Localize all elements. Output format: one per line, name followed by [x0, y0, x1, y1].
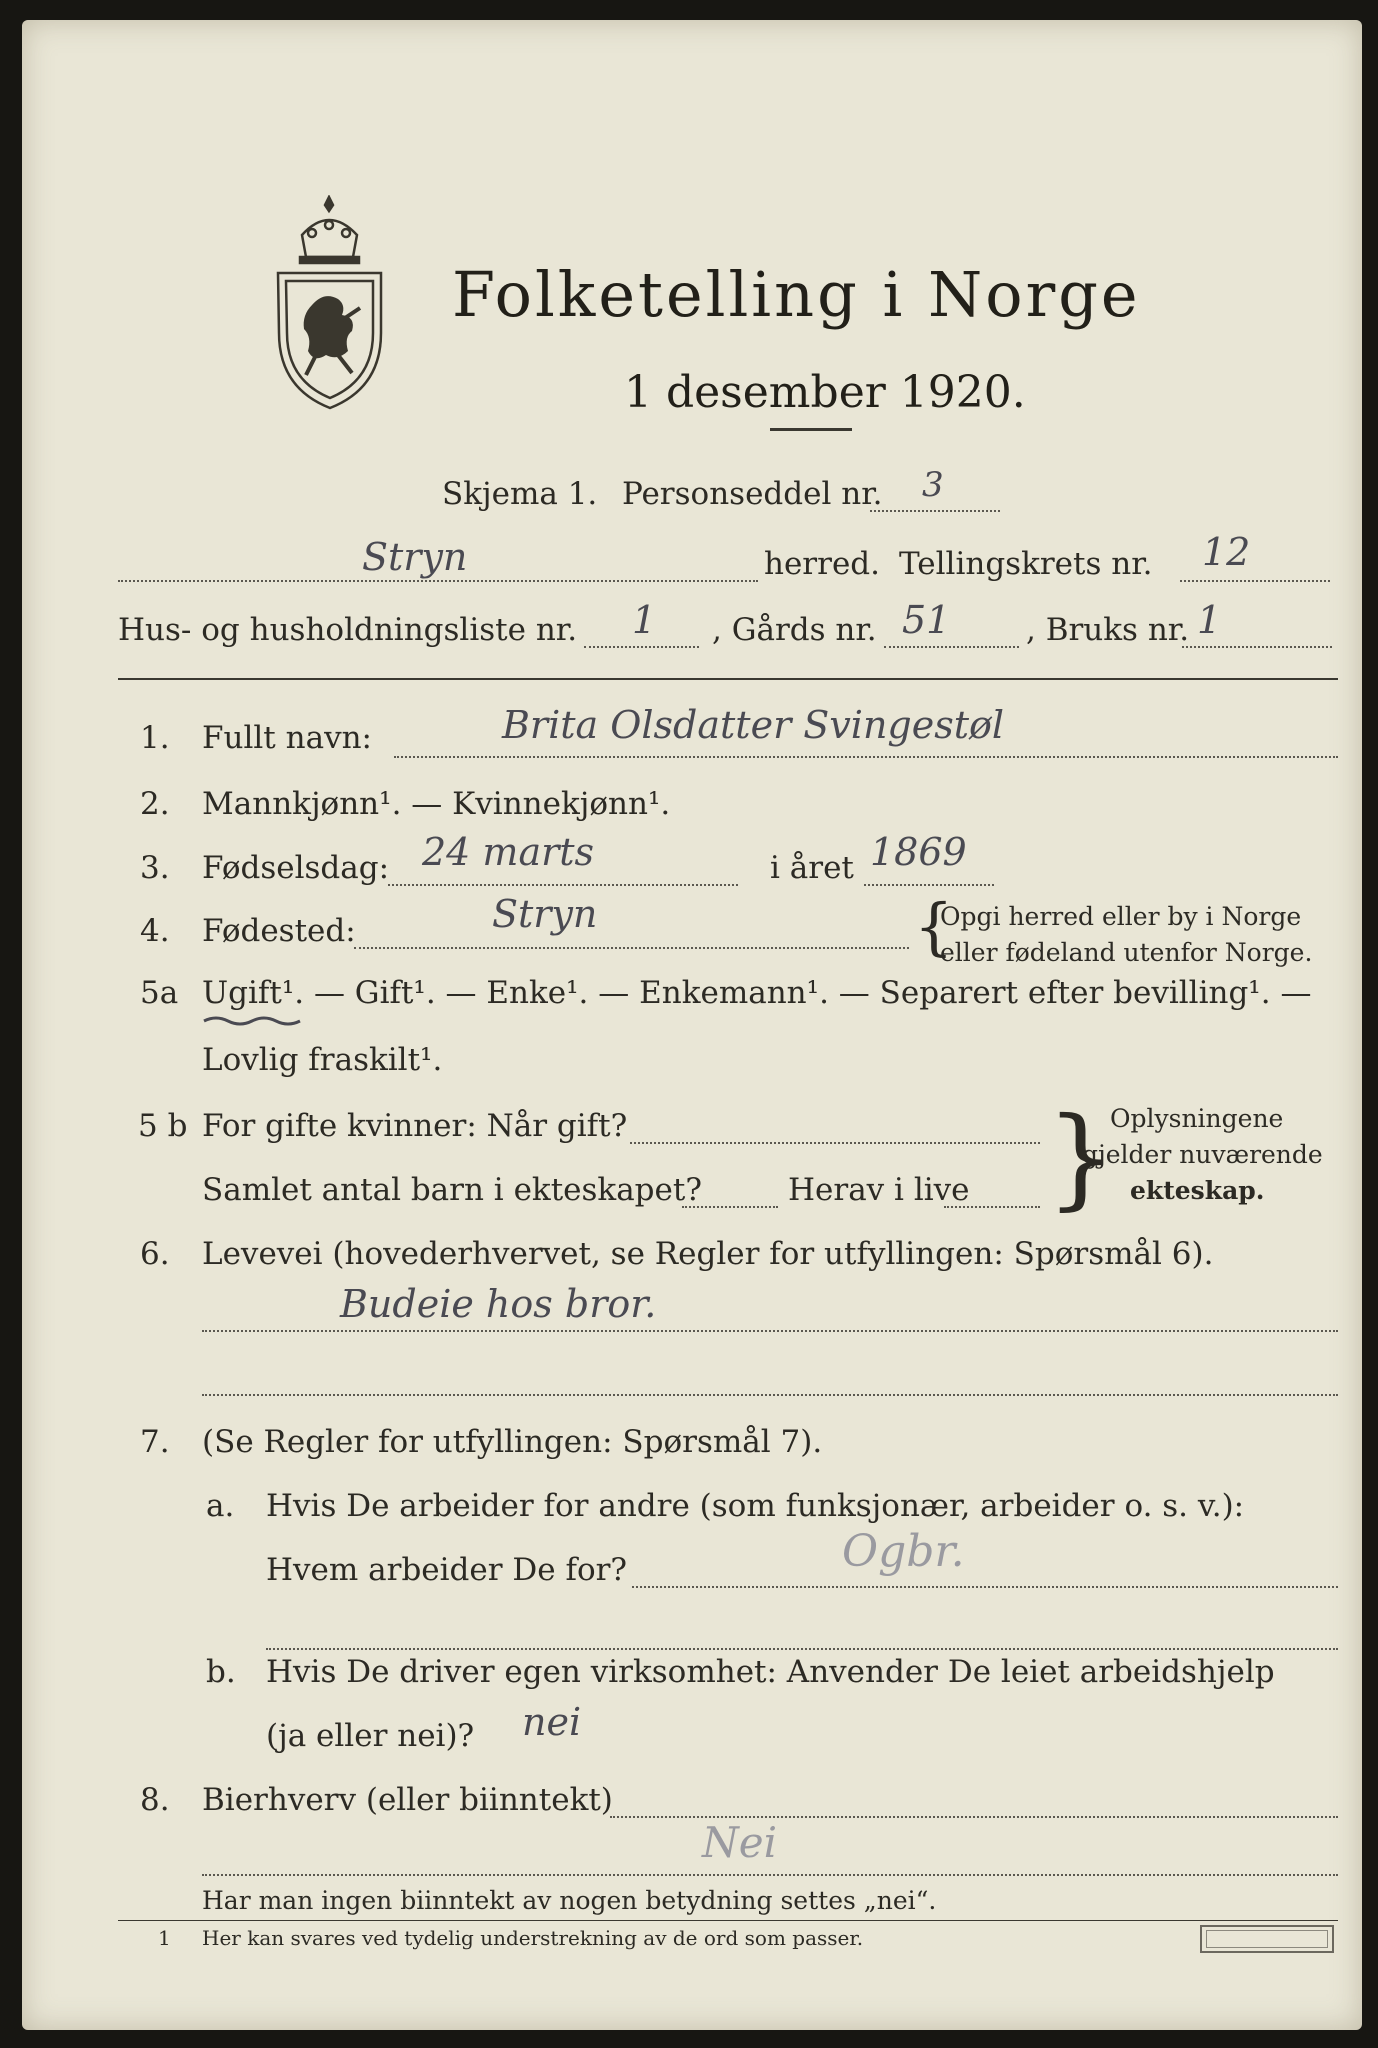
- q1-value[interactable]: Brita Olsdatter Svingestøl: [502, 703, 1005, 747]
- q7a-line1: Hvis De arbeider for andre (som funksjonær, arbeider o. s. v.):: [266, 1488, 1245, 1524]
- q8-number: 8.: [140, 1782, 170, 1818]
- q7b-line2: (ja eller nei)?: [266, 1718, 475, 1754]
- q5a-line1: Ugift¹. — Gift¹. — Enke¹. — Enkemann¹. — Separert efter bevilling¹. —: [202, 975, 1312, 1011]
- form-date: 1 desember 1920.: [624, 367, 1026, 418]
- footnote-mark: 1: [158, 1926, 171, 1950]
- bleed-through-text: [562, 168, 568, 192]
- q3-year-field-line: [864, 884, 994, 886]
- q5b-note1: Oplysningene: [1110, 1104, 1284, 1133]
- q6-value[interactable]: Budeie hos bror.: [340, 1282, 657, 1326]
- footnote: Her kan svares ved tydelig understrekning av de ord som passer.: [202, 1926, 864, 1950]
- q7b-letter: b.: [206, 1654, 236, 1690]
- q7b-line1: Hvis De driver egen virksomhet: Anvender De leiet arbeidshjelp: [266, 1654, 1275, 1690]
- q4-number: 4.: [140, 913, 170, 949]
- q5b-number: 5 b: [138, 1108, 188, 1144]
- q3-year-label: i året: [770, 850, 854, 886]
- tellingskrets-field-line: [1180, 580, 1330, 582]
- personseddel-value[interactable]: 3: [922, 465, 944, 505]
- q5b-brace: }: [1046, 1093, 1116, 1221]
- q5b-label1: For gifte kvinner: Når gift?: [202, 1108, 628, 1144]
- hus-field-line: [584, 646, 699, 648]
- q1-label: Fullt navn:: [202, 720, 372, 756]
- q7a-field-line2: [266, 1648, 1338, 1650]
- q5b-label3: Herav i live: [788, 1172, 970, 1208]
- q7-label: (Se Regler for utfyllingen: Spørsmål 7).: [202, 1424, 823, 1460]
- q8-label: Bierhverv (eller biinntekt): [202, 1782, 613, 1818]
- q6-field-line1: [202, 1330, 1338, 1332]
- q5b-married-field-line: [630, 1142, 1040, 1144]
- q5b-note3: ekteskap.: [1130, 1176, 1265, 1205]
- q5b-note2: gjelder nuværende: [1082, 1140, 1323, 1169]
- q8-field-line2: [202, 1874, 1338, 1876]
- q4-label: Fødested:: [202, 913, 356, 949]
- q3-value[interactable]: 24 marts: [422, 830, 595, 874]
- coat-of-arms-icon: [272, 195, 387, 410]
- census-form: [22, 20, 1362, 2030]
- title-divider: [770, 428, 852, 431]
- q7a-value[interactable]: Ogbr.: [842, 1526, 965, 1577]
- q4-value[interactable]: Stryn: [492, 892, 598, 936]
- q5b-label2: Samlet antal barn i ekteskapet?: [202, 1172, 702, 1208]
- bruks-field-line: [1182, 646, 1332, 648]
- q2-number: 2.: [140, 786, 170, 822]
- q5a-number: 5a: [140, 975, 179, 1011]
- q6-label: Levevei (hovederhvervet, se Regler for utfyllingen: Spørsmål 6).: [202, 1236, 1214, 1272]
- q5a-line2: Lovlig fraskilt¹.: [202, 1042, 443, 1078]
- herred-value[interactable]: Stryn: [362, 535, 468, 579]
- gards-value[interactable]: 51: [902, 598, 951, 642]
- q7-number: 7.: [140, 1424, 170, 1460]
- printer-stamp: [1200, 1925, 1334, 1953]
- herred-field-line: [118, 580, 758, 582]
- q3-year-value[interactable]: 1869: [870, 830, 967, 874]
- ugift-underline: [202, 1013, 302, 1029]
- q3-label: Fødselsdag:: [202, 850, 390, 886]
- hus-label: Hus- og husholdningsliste nr.: [118, 612, 578, 648]
- q3-number: 3.: [140, 850, 170, 886]
- q4-brace: {: [914, 890, 954, 963]
- footer-divider: [118, 1920, 1338, 1921]
- q3-field-line: [388, 884, 738, 886]
- schema-label: Skjema 1.: [442, 476, 598, 512]
- q7b-value[interactable]: nei: [522, 1700, 582, 1744]
- q7a-line2: Hvem arbeider De for?: [266, 1552, 628, 1588]
- personseddel-label: Personseddel nr.: [622, 476, 883, 512]
- footer-note: Har man ingen biinntekt av nogen betydning settes „nei“.: [202, 1886, 937, 1915]
- bruks-label: , Bruks nr.: [1026, 612, 1190, 648]
- q5b-alive-field-line: [944, 1206, 1040, 1208]
- tellingskrets-value[interactable]: 12: [1202, 530, 1251, 574]
- q2-label: Mannkjønn¹. — Kvinnekjønn¹.: [202, 786, 671, 822]
- q4-note-line2: eller fødeland utenfor Norge.: [940, 938, 1313, 967]
- tellingskrets-label: Tellingskrets nr.: [899, 546, 1153, 582]
- header-divider: [118, 678, 1338, 680]
- q6-field-line2: [202, 1394, 1338, 1396]
- form-title: Folketelling i Norge: [452, 258, 1141, 331]
- q4-note-line1: Opgi herred eller by i Norge: [940, 902, 1302, 931]
- gards-field-line: [884, 646, 1019, 648]
- q5b-children-field-line: [682, 1206, 778, 1208]
- gards-label: , Gårds nr.: [712, 612, 877, 648]
- q7a-field-line1: [632, 1586, 1338, 1588]
- q7a-letter: a.: [206, 1488, 235, 1524]
- q8-value[interactable]: Nei: [702, 1818, 778, 1867]
- personseddel-field-line: [870, 510, 1000, 512]
- herred-label: herred.: [764, 546, 880, 582]
- hus-value[interactable]: 1: [632, 598, 657, 642]
- q6-number: 6.: [140, 1236, 170, 1272]
- q1-number: 1.: [140, 720, 170, 756]
- bruks-value[interactable]: 1: [1197, 598, 1222, 642]
- q4-field-line: [354, 947, 909, 949]
- q1-field-line: [394, 756, 1338, 758]
